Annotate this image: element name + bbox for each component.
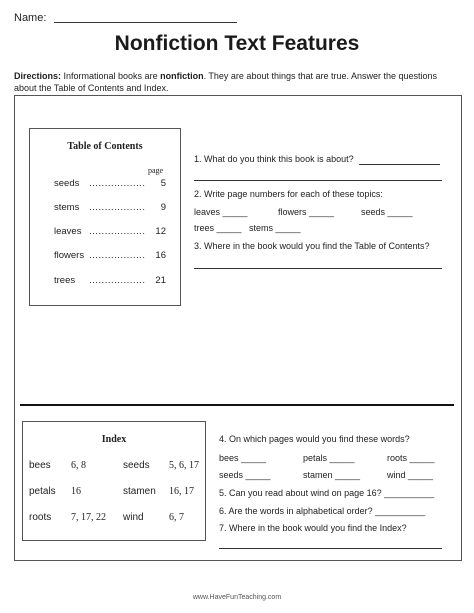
answer-line[interactable]	[194, 268, 442, 269]
directions-text-2: . They are about things that are true. Answer the questions about the Table of Contents and Index.	[14, 71, 438, 93]
answer-blank-wind[interactable]: wind _____	[387, 470, 434, 480]
toc-topic: stems	[54, 202, 80, 213]
answer-blank-seeds[interactable]: seeds _____	[219, 470, 271, 480]
index-pages: 16, 17	[169, 486, 194, 497]
answer-line[interactable]	[219, 548, 442, 549]
index-pages: 16	[71, 486, 81, 497]
answer-line[interactable]	[194, 180, 442, 181]
toc-topic: trees	[54, 275, 76, 286]
name-label: Name:	[14, 12, 47, 24]
answer-line[interactable]	[359, 164, 440, 165]
index-term: wind	[123, 512, 144, 523]
name-line	[54, 22, 237, 23]
toc-topic: seeds	[54, 178, 80, 189]
answer-blank-stems[interactable]: stems _____	[249, 223, 301, 233]
toc-page-number: 12	[155, 226, 166, 237]
toc-dots: ..................	[89, 250, 146, 261]
toc-page-number: 5	[160, 178, 166, 189]
index-pages: 6, 7	[169, 512, 184, 523]
answer-blank-petals[interactable]: petals _____	[303, 453, 355, 463]
answer-blank-leaves[interactable]: leaves _____	[194, 207, 248, 217]
toc-page-number: 21	[155, 275, 166, 286]
index-term: stamen	[123, 486, 156, 497]
index-term: petals	[29, 486, 56, 497]
toc-topic: leaves	[54, 226, 82, 237]
index-pages: 5, 6, 17	[169, 460, 199, 471]
toc-title: Table of Contents	[67, 141, 143, 152]
question-6: 6. Are the words in alphabetical order? __________	[219, 506, 426, 516]
question-3: 3. Where in the book would you find the Table of Contents?	[194, 241, 430, 251]
toc-dots: ..................	[89, 275, 146, 286]
toc-page-label: page	[148, 166, 164, 175]
directions	[14, 70, 462, 94]
answer-blank-stamen[interactable]: stamen _____	[303, 470, 361, 480]
table-of-contents-box	[29, 128, 181, 306]
index-box	[22, 421, 206, 541]
toc-page-number: 16	[155, 250, 166, 261]
question-5: 5. Can you read about wind on page 16? __________	[219, 488, 435, 498]
question-7: 7. Where in the book would you find the Index?	[219, 523, 407, 533]
question-1: 1. What do you think this book is about?	[194, 154, 354, 164]
answer-blank-seeds[interactable]: seeds _____	[361, 207, 413, 217]
directions-bold-word: nonfiction	[160, 71, 204, 81]
section-divider	[20, 404, 454, 406]
worksheet-title: Nonfiction Text Features	[114, 32, 360, 55]
answer-blank-bees[interactable]: bees _____	[219, 453, 267, 463]
directions-label: Directions:	[14, 71, 62, 81]
index-pages: 7, 17, 22	[71, 512, 106, 523]
index-term: roots	[29, 512, 52, 523]
toc-page-number: 9	[160, 202, 166, 213]
answer-blank-roots[interactable]: roots _____	[387, 453, 435, 463]
toc-dots: ..................	[89, 226, 146, 237]
footer-url: www.HaveFunTeaching.com	[192, 594, 282, 601]
index-term: seeds	[123, 460, 150, 471]
toc-dots: ..................	[89, 202, 146, 213]
index-title: Index	[101, 434, 127, 445]
answer-blank-flowers[interactable]: flowers _____	[278, 207, 335, 217]
toc-dots: ..................	[89, 178, 146, 189]
answer-blank-trees[interactable]: trees _____	[194, 223, 242, 233]
question-4: 4. On which pages would you find these words?	[219, 434, 410, 444]
directions-text-1: Informational books are	[61, 71, 161, 81]
index-term: bees	[29, 460, 51, 471]
toc-topic: flowers	[54, 250, 85, 261]
index-pages: 6, 8	[71, 460, 86, 471]
question-2: 2. Write page numbers for each of these topics:	[194, 189, 383, 199]
